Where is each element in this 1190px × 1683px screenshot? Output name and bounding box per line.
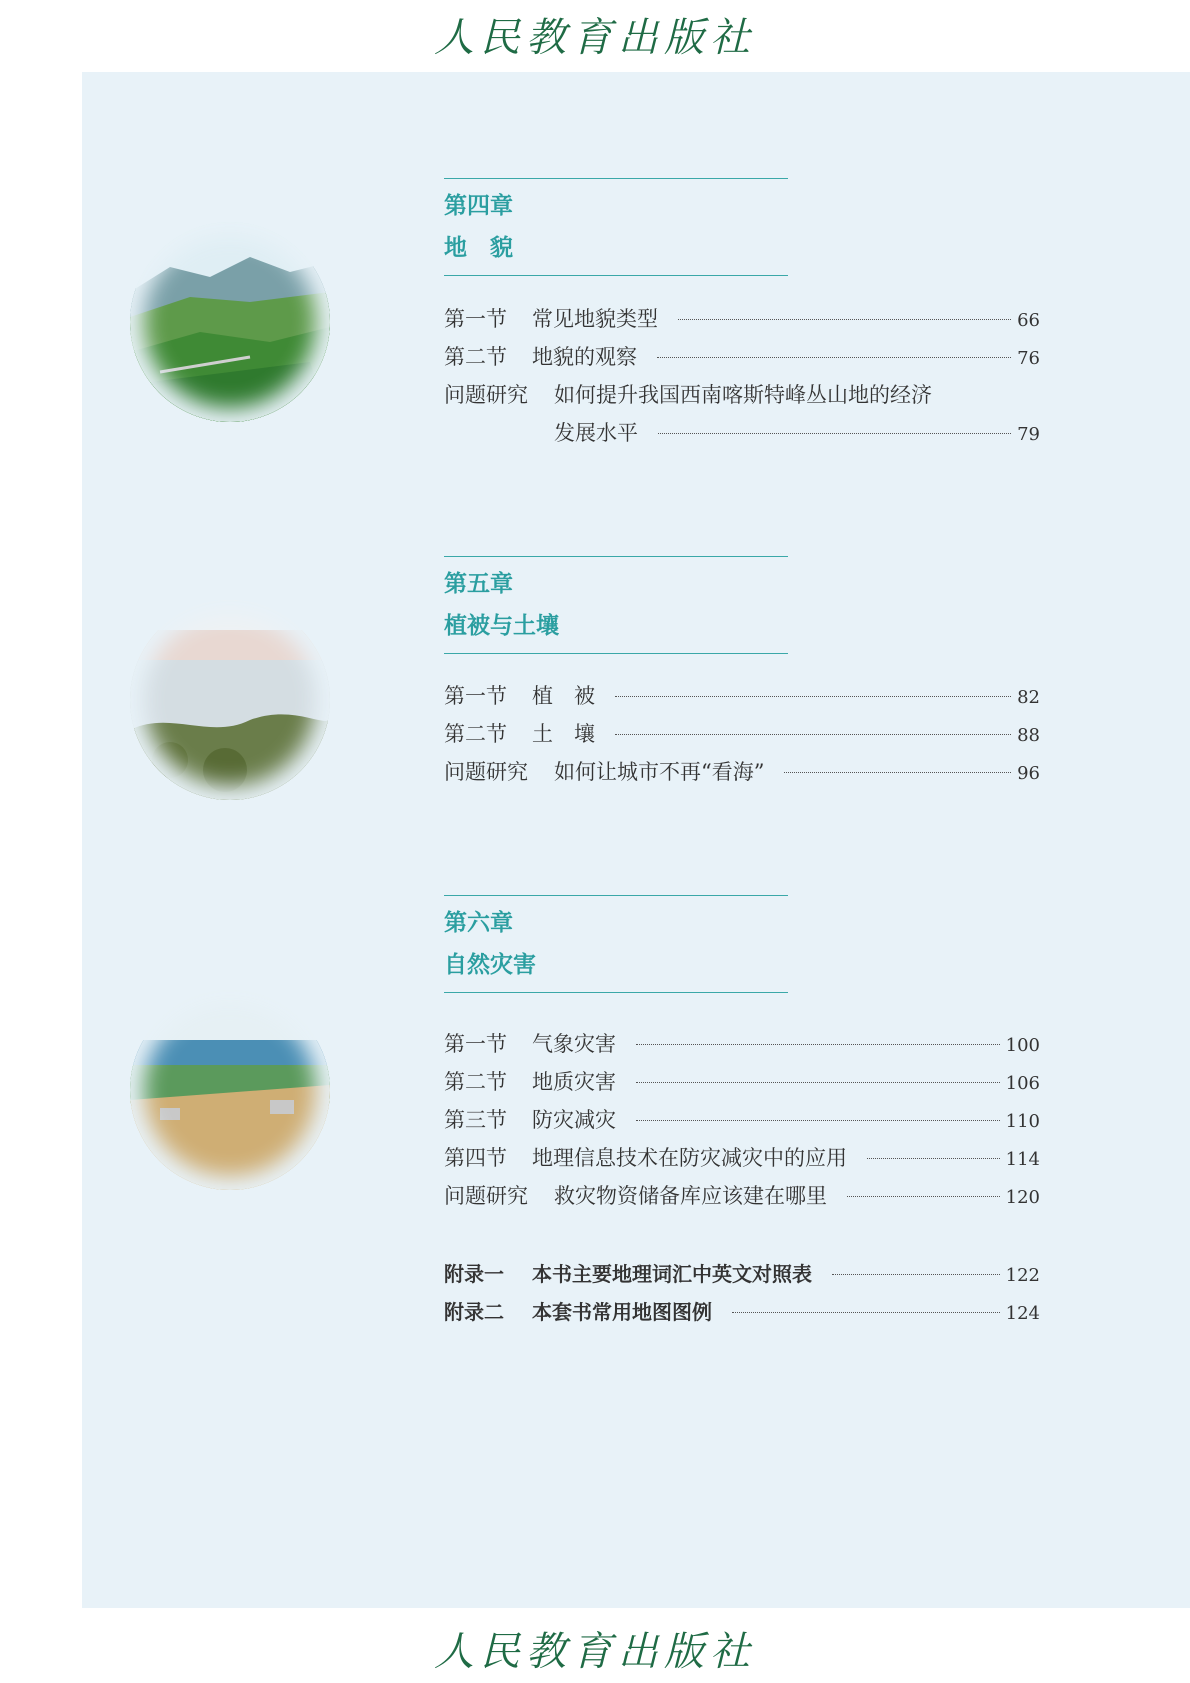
entry-title: 发展水平 — [554, 421, 638, 445]
entry-number: 第三节 — [444, 1108, 507, 1132]
divider — [444, 178, 788, 179]
page-number: 114 — [1005, 1149, 1040, 1170]
entry-number: 问题研究 — [444, 383, 528, 407]
leader-dots — [657, 357, 1011, 358]
entry-number: 第二节 — [444, 345, 507, 369]
chapter-number: 第四章 — [444, 192, 513, 219]
page-number: 106 — [1005, 1073, 1040, 1094]
toc-entry[interactable] — [444, 718, 1040, 756]
page-number: 120 — [1005, 1187, 1040, 1208]
chapter-title: 植被与土壤 — [444, 612, 559, 639]
toc-entry[interactable] — [444, 1104, 1040, 1142]
flood-photo — [130, 990, 330, 1190]
toc-entry[interactable] — [444, 1180, 1040, 1218]
entry-title: 救灾物资储备库应该建在哪里 — [554, 1184, 827, 1208]
toc-entry[interactable] — [444, 341, 1040, 379]
divider — [444, 275, 788, 276]
entry-title: 地质灾害 — [532, 1070, 616, 1094]
entry-title: 地理信息技术在防灾减灾中的应用 — [532, 1146, 847, 1170]
appendix-entry[interactable] — [444, 1258, 1040, 1296]
leader-dots — [636, 1082, 1000, 1083]
page-number: 96 — [1017, 763, 1040, 784]
page-number: 66 — [1017, 310, 1040, 331]
page-number: 88 — [1017, 725, 1040, 746]
chapter-5-toc — [444, 680, 1040, 794]
entry-number: 第四节 — [444, 1146, 507, 1170]
leader-dots — [615, 734, 1011, 735]
page-number: 76 — [1017, 348, 1040, 369]
leader-dots — [784, 772, 1011, 773]
entry-number: 第二节 — [444, 722, 507, 746]
entry-title: 防灾减灾 — [532, 1108, 616, 1132]
entry-title: 常见地貌类型 — [532, 307, 658, 331]
entry-title: 如何让城市不再“看海” — [554, 760, 765, 784]
entry-title: 土 壤 — [532, 722, 595, 746]
divider — [444, 653, 788, 654]
toc-entry[interactable] — [444, 1028, 1040, 1066]
divider — [444, 992, 788, 993]
leader-dots — [658, 433, 1011, 434]
page-number: 110 — [1005, 1111, 1040, 1132]
entry-title: 植 被 — [532, 684, 595, 708]
chapter-number: 第六章 — [444, 909, 513, 936]
entry-number: 第一节 — [444, 307, 507, 331]
landform-photo — [130, 222, 330, 422]
chapter-4-heading — [444, 178, 788, 276]
page-number: 82 — [1017, 687, 1040, 708]
entry-number: 第一节 — [444, 1032, 507, 1056]
entry-number: 附录一 — [444, 1262, 504, 1286]
leader-dots — [636, 1044, 1000, 1045]
leader-dots — [867, 1158, 1000, 1159]
toc-entry[interactable] — [444, 756, 1040, 794]
vegetation-photo — [130, 600, 330, 800]
entry-title: 地貌的观察 — [532, 345, 637, 369]
entry-title: 本书主要地理词汇中英文对照表 — [532, 1262, 812, 1286]
chapter-5-heading — [444, 556, 788, 654]
entry-number: 附录二 — [444, 1300, 504, 1324]
toc-entry-continued[interactable] — [444, 417, 1040, 455]
appendix-toc — [444, 1258, 1040, 1334]
entry-title: 气象灾害 — [532, 1032, 616, 1056]
publisher-logo-header: 人民教育出版社 — [434, 15, 756, 61]
publisher-logo-footer: 人民教育出版社 — [434, 1629, 756, 1675]
toc-entry[interactable] — [444, 303, 1040, 341]
page-number: 79 — [1017, 424, 1040, 445]
entry-number: 第二节 — [444, 1070, 507, 1094]
chapter-6-toc — [444, 1028, 1040, 1218]
chapter-4-toc — [444, 303, 1040, 455]
toc-entry[interactable] — [444, 680, 1040, 718]
entry-title: 如何提升我国西南喀斯特峰丛山地的经济 — [554, 383, 932, 407]
divider — [444, 895, 788, 896]
leader-dots — [832, 1274, 1000, 1275]
leader-dots — [615, 696, 1011, 697]
entry-number: 问题研究 — [444, 760, 528, 784]
page-number: 124 — [1005, 1303, 1040, 1324]
chapter-title: 自然灾害 — [444, 951, 536, 978]
leader-dots — [732, 1312, 1000, 1313]
leader-dots — [678, 319, 1011, 320]
page-number: 122 — [1005, 1265, 1040, 1286]
page-number: 100 — [1005, 1035, 1040, 1056]
appendix-entry[interactable] — [444, 1296, 1040, 1334]
chapter-title: 地 貌 — [444, 234, 513, 261]
toc-entry[interactable] — [444, 1066, 1040, 1104]
entry-title: 本套书常用地图图例 — [532, 1300, 712, 1324]
entry-number: 问题研究 — [444, 1184, 528, 1208]
entry-number: 第一节 — [444, 684, 507, 708]
toc-entry[interactable] — [444, 379, 1040, 417]
chapter-number: 第五章 — [444, 570, 513, 597]
leader-dots — [847, 1196, 1000, 1197]
leader-dots — [636, 1120, 1000, 1121]
divider — [444, 556, 788, 557]
chapter-6-heading — [444, 895, 788, 993]
toc-entry[interactable] — [444, 1142, 1040, 1180]
